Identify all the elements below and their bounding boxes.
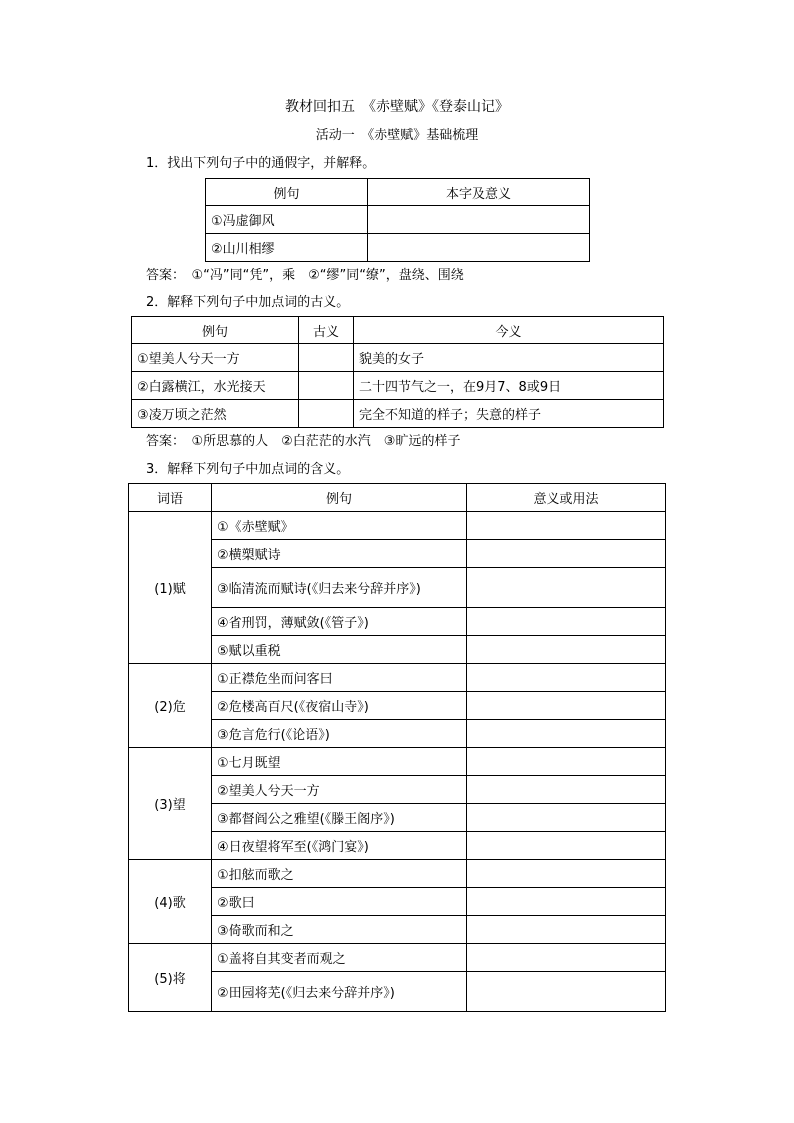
example-sentence: ①扣舷而歌之 [212,860,467,888]
table-row [206,206,590,234]
answer-cell[interactable] [467,540,666,568]
table-header: 意义或用法 [467,484,666,512]
answer-cell[interactable] [467,804,666,832]
example-sentence: ②横槊赋诗 [212,540,467,568]
example-sentence: ⑤赋以重税 [212,636,467,664]
example-sentence: ②田园将芜(《归去来兮辞并序》) [212,972,467,1012]
answer-cell[interactable] [467,720,666,748]
example-sentence: ④日夜望将军至(《鸿门宴》) [212,832,467,860]
table-header: 词语 [129,484,212,512]
activity-subtitle: 活动一 《赤壁赋》基础梳理 [315,128,479,143]
example-sentence: ①七月既望 [212,748,467,776]
table-header: 今义 [354,317,664,344]
table-row [129,944,666,972]
example-sentence: ①望美人兮天一方 [132,344,299,372]
tongjiazi-table [205,178,590,262]
answer-cell[interactable] [368,206,590,234]
example-sentence: ①《赤壁赋》 [212,512,467,540]
document-title: 教材回扣五 《赤壁赋》《登泰山记》 [285,99,509,115]
question-3-prompt: 3．解释下列句子中加点词的含义。 [146,462,350,477]
table-row [129,512,666,540]
table-row [132,400,664,428]
question-2-prompt: 2．解释下列句子中加点词的古义。 [146,295,350,310]
table-header: 本字及意义 [368,179,590,206]
answer-cell[interactable] [467,636,666,664]
table-row [129,860,666,888]
question-2-answer: 答案： ①所思慕的人 ②白茫茫的水汽 ③旷远的样子 [146,434,461,449]
example-sentence: ③危言危行(《论语》) [212,720,467,748]
example-sentence: ①正襟危坐而问客曰 [212,664,467,692]
table-header: 古义 [299,317,354,344]
table-row [129,664,666,692]
answer-cell[interactable] [467,608,666,636]
example-sentence: ④省刑罚，薄赋敛(《管子》) [212,608,467,636]
modern-meaning: 二十四节气之一，在9月7、8或9日 [354,372,664,400]
answer-cell[interactable] [467,692,666,720]
word-cell: (1)赋 [129,512,212,664]
table-row [132,344,664,372]
answer-cell[interactable] [467,664,666,692]
answer-cell[interactable] [467,860,666,888]
answer-cell[interactable] [299,372,354,400]
example-sentence: ②望美人兮天一方 [212,776,467,804]
word-cell: (5)将 [129,944,212,1012]
modern-meaning: 完全不知道的样子；失意的样子 [354,400,664,428]
ciyu-table [128,483,666,1012]
word-cell: (4)歌 [129,860,212,944]
answer-cell[interactable] [467,568,666,608]
example-sentence: ②歌曰 [212,888,467,916]
example-sentence: ③倚歌而和之 [212,916,467,944]
answer-cell[interactable] [467,832,666,860]
word-cell: (2)危 [129,664,212,748]
example-sentence: ②白露横江，水光接天 [132,372,299,400]
example-sentence: ①冯虚御风 [206,206,368,234]
table-header: 例句 [132,317,299,344]
table-header: 例句 [206,179,368,206]
question-1-prompt: 1．找出下列句子中的通假字，并解释。 [146,156,376,171]
question-1-answer: 答案： ①“冯”同“凭”，乘 ②“缪”同“缭”，盘绕、围绕 [146,268,464,283]
answer-cell[interactable] [299,400,354,428]
word-cell: (3)望 [129,748,212,860]
answer-cell[interactable] [467,888,666,916]
answer-cell[interactable] [467,512,666,540]
example-sentence: ②危楼高百尺(《夜宿山寺》) [212,692,467,720]
answer-cell[interactable] [299,344,354,372]
answer-cell[interactable] [467,776,666,804]
modern-meaning: 貌美的女子 [354,344,664,372]
gujin-yi-table [131,316,664,428]
example-sentence: ③都督阎公之雅望(《滕王阁序》) [212,804,467,832]
answer-cell[interactable] [467,944,666,972]
answer-cell[interactable] [467,916,666,944]
example-sentence: ③临清流而赋诗(《归去来兮辞并序》) [212,568,467,608]
table-row [129,748,666,776]
table-row [206,234,590,262]
answer-cell[interactable] [368,234,590,262]
answer-cell[interactable] [467,972,666,1012]
table-row [132,372,664,400]
example-sentence: ①盖将自其变者而观之 [212,944,467,972]
example-sentence: ②山川相缪 [206,234,368,262]
answer-cell[interactable] [467,748,666,776]
example-sentence: ③凌万顷之茫然 [132,400,299,428]
table-header: 例句 [212,484,467,512]
